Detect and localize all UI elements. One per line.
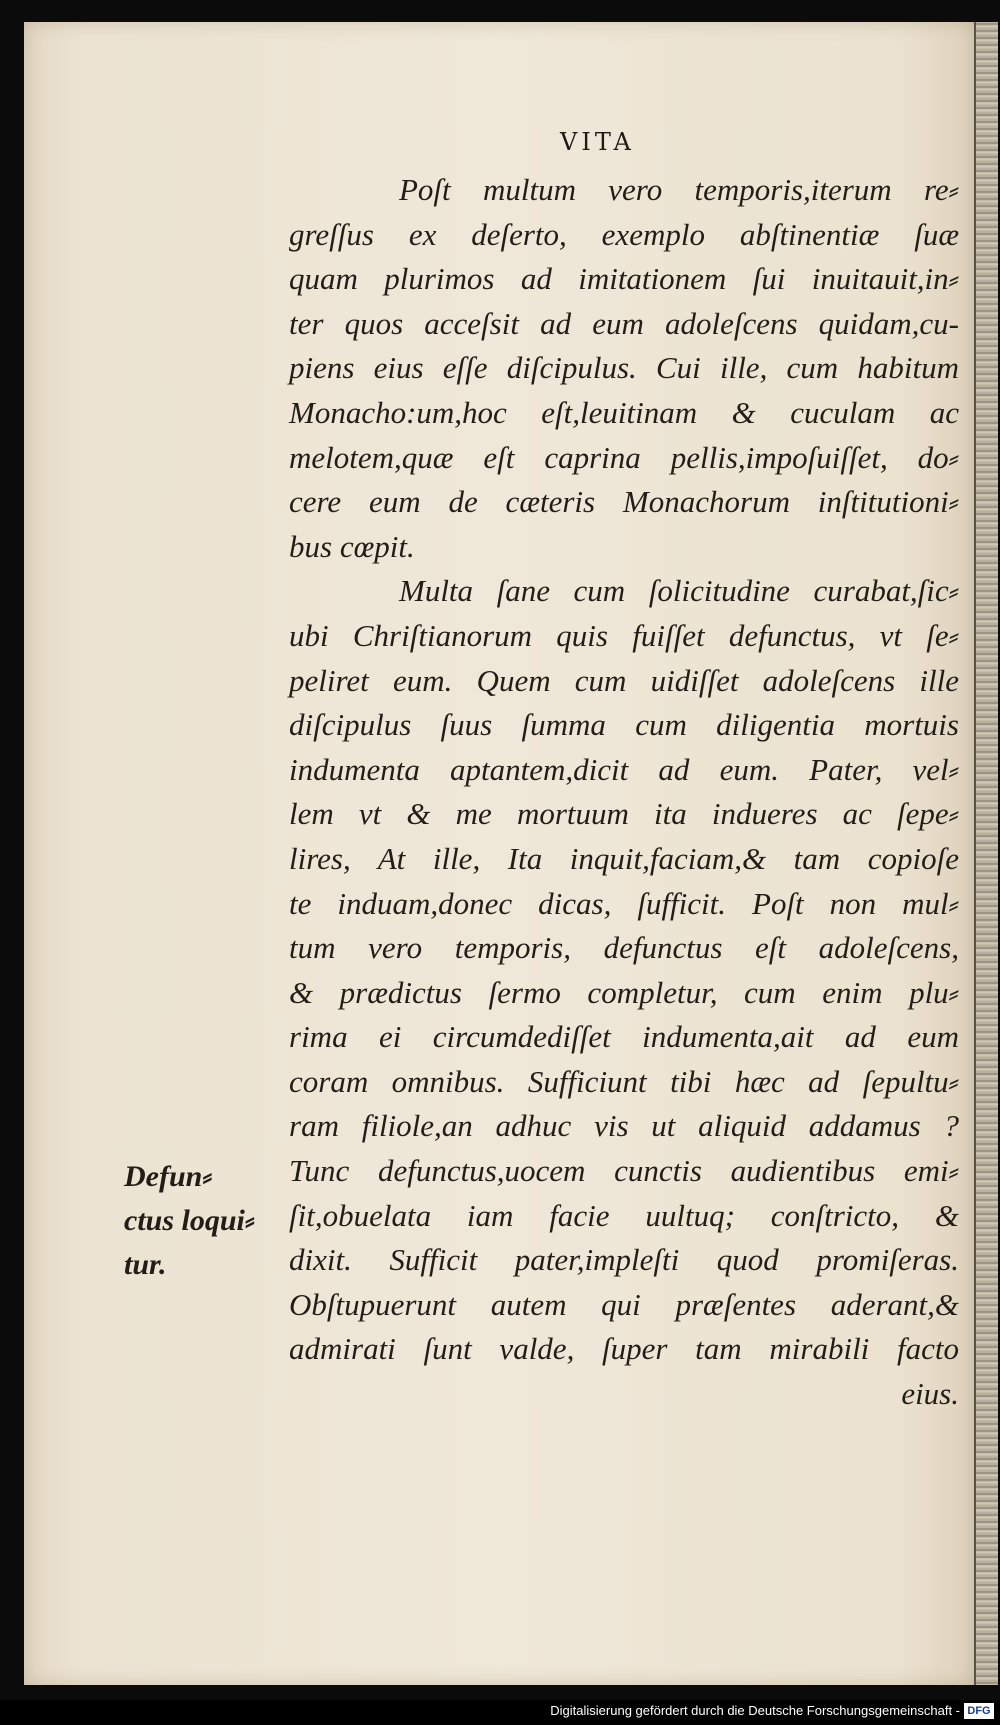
marginal-note <box>124 1155 255 1287</box>
text-line: lires, At ille, Ita inquit,faciam,& tam copioſe <box>289 840 959 876</box>
text-line: admirati ſunt valde, ſuper tam mirabili facto <box>289 1331 959 1367</box>
page-stack-edge <box>974 22 998 1685</box>
text-line: peliret eum. Quem cum uidiſſet adoleſcens ille <box>289 662 959 698</box>
text-line: lem vt & me mortuum ita indueres ac ſepe⸗ <box>289 796 959 832</box>
funding-credit: Digitalisierung gefördert durch die Deutsche Forschungsgemeinschaft - <box>550 1703 960 1718</box>
text-line: piens eius eſſe diſcipulus. Cui ille, cum habitum <box>289 350 959 386</box>
text-line: tum vero temporis, defunctus eſt adoleſcens, <box>289 930 959 966</box>
body-text <box>289 168 959 1417</box>
text-line: dixit. Sufficit pater,impleſti quod promiſeras. <box>289 1242 959 1278</box>
marginal-note-line: tur. <box>124 1248 167 1281</box>
text-line: diſcipulus ſuus ſumma cum diligentia mortuis <box>289 707 959 743</box>
marginal-note-line: ctus loqui⸗ <box>124 1204 255 1237</box>
text-line: Poſt multum vero temporis,iterum re⸗ <box>399 172 959 207</box>
text-line: melotem,quæ eſt caprina pellis,impoſuiſſet, do⸗ <box>289 439 959 475</box>
text-line: & prædictus ſermo completur, cum enim plu⸗ <box>289 974 959 1010</box>
text-line: eius. <box>901 1376 959 1412</box>
text-line: coram omnibus. Sufficiunt tibi hæc ad ſepultu⸗ <box>289 1063 959 1099</box>
text-line: cere eum de cæteris Monachorum inſtitutioni⸗ <box>289 484 959 520</box>
text-line: ram filiole,an adhuc vis ut aliquid addamus ? <box>289 1108 959 1144</box>
text-line: bus cœpit. <box>289 528 415 564</box>
text-line: Tunc defunctus,uocem cunctis audientibus emi⸗ <box>289 1153 959 1189</box>
text-line: Multa ſane cum ſolicitudine curabat,ſic⸗ <box>399 573 959 609</box>
text-line: rima ei circumdediſſet indumenta,ait ad eum <box>289 1019 959 1055</box>
text-line: indumenta aptantem,dicit ad eum. Pater, vel⸗ <box>289 751 959 787</box>
text-line: quam plurimos ad imitationem ſui inuitauit,in⸗ <box>289 261 959 297</box>
text-line: Obſtupuerunt autem qui præſentes aderant,& <box>289 1286 959 1322</box>
dfg-logo: DFG <box>964 1703 994 1719</box>
text-line: ſit,obuelata iam facie uultuq; conſtricto, & <box>289 1197 959 1233</box>
running-title: VITA <box>560 128 635 156</box>
text-line: ter quos acceſsit ad eum adoleſcens quidam,cu‐ <box>289 305 959 341</box>
text-line: greſſus ex deſerto, exemplo abſtinentiæ ſuæ <box>289 216 959 252</box>
text-line: ubi Chriſtianorum quis fuiſſet defunctus, vt ſe⸗ <box>289 617 959 653</box>
marginal-note-line: Defun⸗ <box>124 1160 213 1193</box>
text-line: te induam,donec dicas, ſufficit. Poſt non mul⸗ <box>289 885 959 921</box>
text-line: Monacho:um,hoc eſt,leuitinam & cuculam ac <box>289 394 959 430</box>
